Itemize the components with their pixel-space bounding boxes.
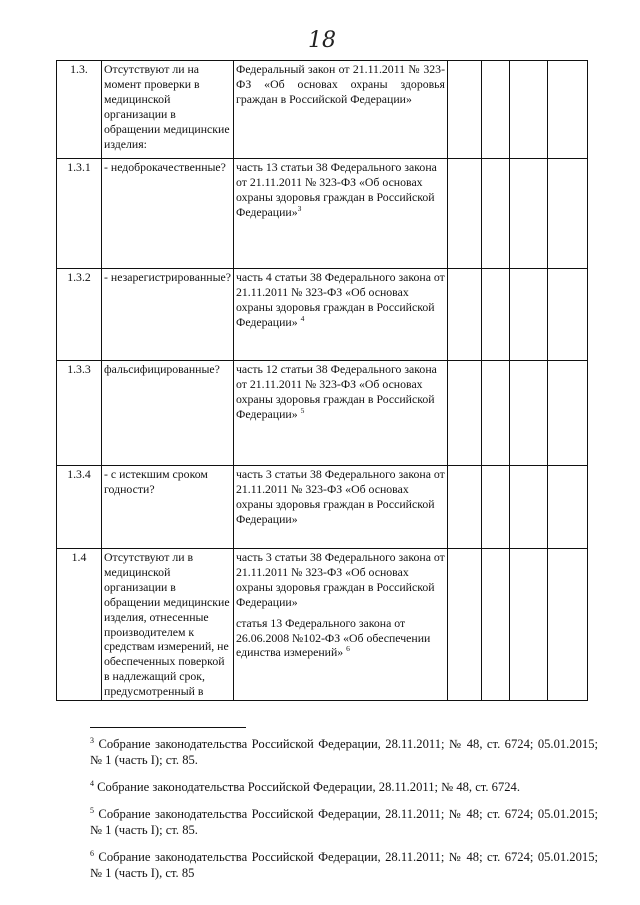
legal-reference [234,361,448,466]
answer-cell-note [548,361,588,466]
footnote-number: 4 [90,779,94,788]
answer-cell-yes [448,549,482,701]
answer-cell-no [482,159,510,269]
answer-cell-na [510,269,548,361]
footnote-number: 6 [90,849,94,858]
table-row [57,159,588,269]
row-number: 1.4 [57,549,102,701]
legal-reference-text: часть 13 статьи 38 Федерального закона от 21.11.2011 № 323-ФЗ «Об основах охраны здоровья граждан в Российской Федерации»$^3$ [236,160,437,219]
row-number: 1.3.2 [57,269,102,361]
row-number: 1.3.3 [57,361,102,466]
answer-cell-note [548,159,588,269]
requirement-question: - недоброкачественные? [102,159,234,269]
answer-cell-na [510,549,548,701]
footnote [90,849,598,881]
table-row [57,61,588,159]
footnotes [90,736,598,892]
answer-cell-note [548,269,588,361]
requirement-question: Отсутствуют ли на момент проверки в медицинской организации в обращении медицинские изделия: [102,61,234,159]
legal-reference [234,466,448,549]
footnote-number: 3 [90,736,94,745]
answer-cell-no [482,269,510,361]
answer-cell-na [510,361,548,466]
legal-reference-text: часть 3 статьи 38 Федерального закона от 21.11.2011 № 323-ФЗ «Об основах охраны здоровья граждан в Российской Федерации» [236,467,445,526]
requirement-question: фальсифицированные? [102,361,234,466]
checklist-table [56,60,588,701]
answer-cell-no [482,466,510,549]
legal-reference-text: часть 3 статьи 38 Федерального закона от 21.11.2011 № 323-ФЗ «Об основах охраны здоровья граждан в Российской Федерации» [236,550,445,609]
answer-cell-no [482,61,510,159]
requirement-question: - с истекшим сроком годности? [102,466,234,549]
answer-cell-no [482,549,510,701]
table-row [57,269,588,361]
answer-cell-note [548,466,588,549]
legal-reference [234,269,448,361]
row-number: 1.3.4 [57,466,102,549]
answer-cell-no [482,361,510,466]
answer-cell-note [548,61,588,159]
footnote [90,779,598,795]
answer-cell-yes [448,361,482,466]
answer-cell-na [510,466,548,549]
legal-reference-text: часть 12 статьи 38 Федерального закона от 21.11.2011 № 323-ФЗ «Об основах охраны здоровья граждан в Российской Федерации» $^5$ [236,362,437,421]
answer-cell-note [548,549,588,701]
answer-cell-yes [448,466,482,549]
legal-reference-text: Федеральный закон от 21.11.2011 № 323-ФЗ «Об основах охраны здоровья граждан в Российской Федерации» [236,62,445,106]
answer-cell-yes [448,61,482,159]
footnote-number: 5 [90,806,94,815]
footnote-text: Собрание законодательства Российской Федерации, 28.11.2011; № 48; ст. 6724; 05.01.2015; № 1 (часть I); ст. 85. [90,807,598,837]
legal-reference [234,549,448,701]
legal-reference [234,159,448,269]
footnote-text: Собрание законодательства Российской Федерации, 28.11.2011; № 48; ст. 6724; 05.01.2015; № 1 (часть I), ст. 85 [90,850,598,880]
footnote [90,736,598,768]
footnote-separator [90,727,246,728]
footnote-text: Собрание законодательства Российской Федерации, 28.11.2011; № 48, ст. 6724. [97,780,520,794]
legal-reference-text: статья 13 Федерального закона от 26.06.2008 №102-ФЗ «Об обеспечении единства измерений» $^6$ [236,615,431,660]
footnote [90,806,598,838]
footnote-text: Собрание законодательства Российской Федерации, 28.11.2011; № 48, ст. 6724; 05.01.2015; № 1 (часть I); ст. 85. [90,737,598,767]
table-row [57,466,588,549]
row-number: 1.3.1 [57,159,102,269]
answer-cell-na [510,61,548,159]
row-number: 1.3. [57,61,102,159]
answer-cell-yes [448,269,482,361]
footnote-marker: 4 [300,313,305,323]
answer-cell-yes [448,159,482,269]
footnote-marker: 3 [297,203,302,213]
answer-cell-na [510,159,548,269]
page-number: 18 [308,28,336,53]
footnote-marker: 6 [346,644,350,654]
requirement-question: - незарегистрированные? [102,269,234,361]
footnote-marker: 5 [300,405,305,415]
table-row [57,361,588,466]
legal-reference-text: часть 4 статьи 38 Федерального закона от 21.11.2011 № 323-ФЗ «Об основах охраны здоровья граждан в Российской Федерации» $^4$ [236,270,445,329]
requirement-question: Отсутствуют ли в медицинской организации в обращении медицинские изделия, отнесенные производителем к средствам измерений, не обеспеченных поверкой в надлежащий срок, предусмотренный в [102,549,234,701]
table-row [57,549,588,701]
legal-reference [234,61,448,159]
